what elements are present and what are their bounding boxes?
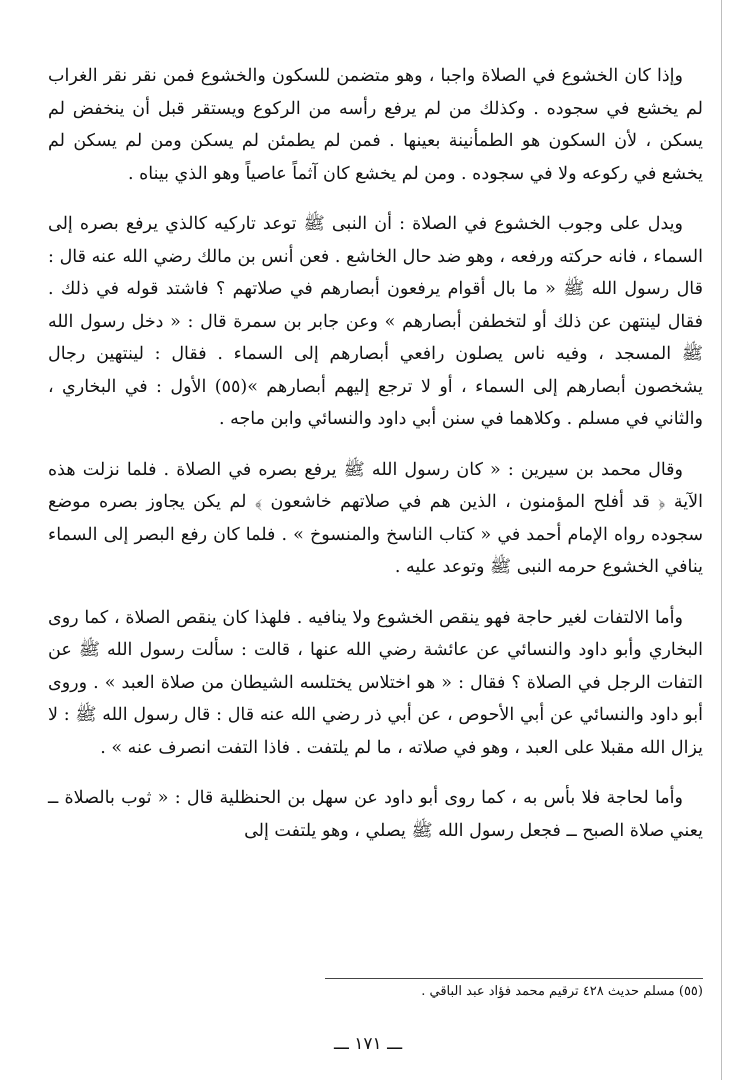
paragraph-1: وإذا كان الخشوع في الصلاة واجبا ، وهو متضمن للسكون والخشوع فمن نقر نقر الغراب لم يخشع في سجوده . وكذلك من لم يرفع رأسه من الركوع ويستقر قبل أن ينخفض لم يسكن ، لأن السكون هو الطمأنينة بعينها . فمن لم يطمئن لم يسكن ومن لم يسكن لم يخشع في ركوعه ولا في سجوده . ومن لم يخشع كان آثماً عاصياً وهو الذي بيناه .	[48, 66, 703, 184]
footnote-55: (٥٥) مسلم حديث ٤٢٨ ترقيم محمد فؤاد عبد الباقي .	[421, 984, 703, 999]
paragraph-4: وأما الالتفات لغير حاجة فهو ينقص الخشوع ولا ينافيه . فلهذا كان ينقص الصلاة ، كما روى البخاري وأبو داود والنسائي عن عائشة رضي الله عنها ، قالت : سألت رسول الله ﷺ عن التفات الرجل في الصلاة ؟ فقال : « هو اختلاس يختلسه الشيطان من صلاة العبد » . وروى أبو داود والنسائي عن أبي الأحوص ، عن أبي ذر رضي الله عنه قال : قال رسول الله ﷺ : لا يزال الله مقبلا على العبد ، وهو في صلاته ، ما لم يلتفت . فاذا التفت انصرف عنه » .	[48, 607, 703, 758]
paragraph-3: وقال محمد بن سيرين : « كان رسول الله ﷺ يرفع بصره في الصلاة . فلما نزلت هذه الآية ﴿ قد أفلح المؤمنون ، الذين هم في صلاتهم خاشعون ﴾ لم يكن يجاوز بصره موضع سجوده رواه الإمام أحمد في « كتاب الناسخ والمنسوخ » . فلما كان رفع البصر إلى السماء ينافي الخشوع حرمه النبى ﷺ وتوعد عليه .	[48, 459, 703, 577]
main-text	[48, 60, 703, 847]
paragraph-5: وأما لحاجة فلا بأس به ، كما روى أبو داود عن سهل بن الحنظلية قال : « ثوب بالصلاة ــ يعني صلاة الصبح ــ فجعل رسول الله ﷺ يصلي ، وهو يلتفت إلى	[48, 788, 703, 841]
page-edge-rule	[721, 0, 722, 1080]
paragraph-2: ويدل على وجوب الخشوع في الصلاة : أن النبى ﷺ توعد تاركيه كالذي يرفع بصره إلى السماء ، فانه حركته ورفعه ، وهو ضد حال الخاشع . فعن أنس بن مالك رضي الله عنه قال : قال رسول الله ﷺ « ما بال أقوام يرفعون أبصارهم في صلاتهم ؟ فاشتد قوله في ذلك . فقال لينتهن عن ذلك أو لتخطفن أبصارهم » وعن جابر بن سمرة قال : « دخل رسول الله ﷺ المسجد ، وفيه ناس يصلون رافعي أبصارهم إلى السماء . فقال : لينتهين رجال يشخصون أبصارهم إلى السماء ، أو لا ترجع إليهم أبصارهم »(٥٥) الأول : في البخاري ، والثاني في مسلم . وكلاهما في سنن أبي داود والنسائي وابن ماجه .	[48, 214, 703, 429]
page-number: ـــ ١٧١ ـــ	[333, 1034, 403, 1054]
footnote-separator	[325, 978, 703, 979]
